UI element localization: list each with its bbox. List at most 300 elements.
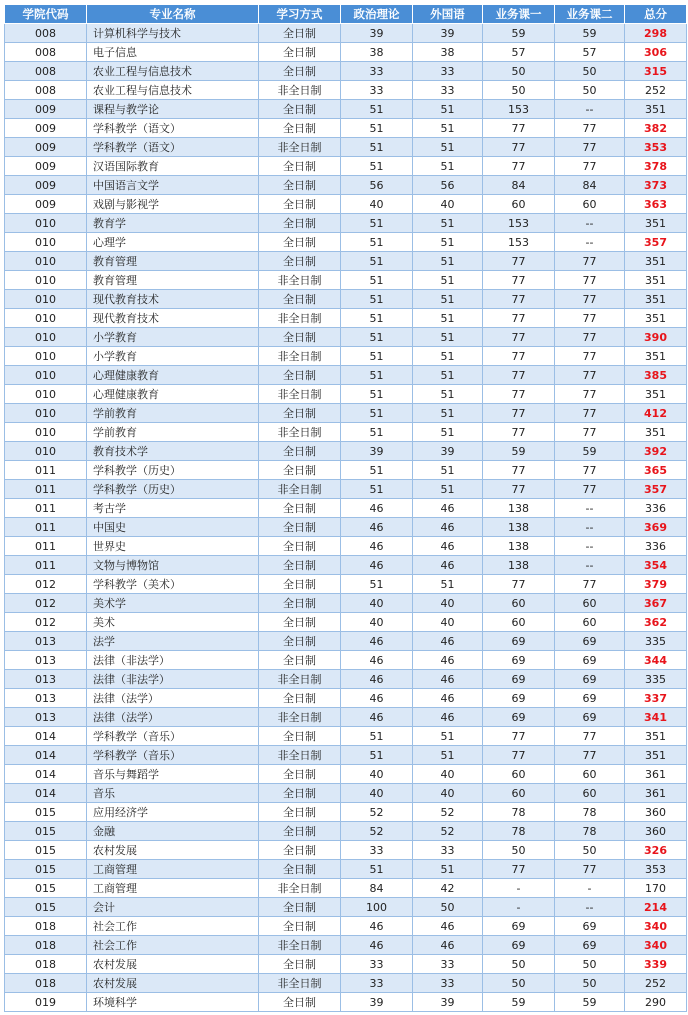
cell-politics: 51 xyxy=(341,290,413,309)
cell-study-mode: 全日制 xyxy=(259,537,341,556)
cell-total: 361 xyxy=(625,765,687,784)
cell-politics: 51 xyxy=(341,404,413,423)
table-row xyxy=(5,100,687,119)
header-total: 总分 xyxy=(625,5,687,24)
cell-course-one: 69 xyxy=(483,936,555,955)
cell-politics: 51 xyxy=(341,746,413,765)
table-row xyxy=(5,252,687,271)
table-row xyxy=(5,822,687,841)
cell-total: 351 xyxy=(625,271,687,290)
cell-foreign-language: 51 xyxy=(413,366,483,385)
header-course-two: 业务课二 xyxy=(555,5,625,24)
cell-course-one: 69 xyxy=(483,670,555,689)
cell-study-mode: 全日制 xyxy=(259,442,341,461)
cell-major-name: 学科教学（音乐） xyxy=(87,746,259,765)
cell-total: 351 xyxy=(625,727,687,746)
cell-foreign-language: 33 xyxy=(413,81,483,100)
cell-course-two: 77 xyxy=(555,746,625,765)
cell-total: 385 xyxy=(625,366,687,385)
cell-study-mode: 全日制 xyxy=(259,252,341,271)
cell-course-one: 77 xyxy=(483,860,555,879)
cell-politics: 40 xyxy=(341,765,413,784)
cell-course-one: 77 xyxy=(483,746,555,765)
cell-study-mode: 全日制 xyxy=(259,841,341,860)
cell-major-name: 考古学 xyxy=(87,499,259,518)
cell-total: 367 xyxy=(625,594,687,613)
cell-study-mode: 非全日制 xyxy=(259,81,341,100)
cell-course-two: -- xyxy=(555,556,625,575)
header-course-one: 业务课一 xyxy=(483,5,555,24)
table-row xyxy=(5,176,687,195)
cell-major-name: 学前教育 xyxy=(87,423,259,442)
cell-study-mode: 全日制 xyxy=(259,290,341,309)
cell-study-mode: 全日制 xyxy=(259,727,341,746)
cell-course-two: 77 xyxy=(555,290,625,309)
cell-college-code: 015 xyxy=(5,860,87,879)
table-row xyxy=(5,518,687,537)
cell-total: 390 xyxy=(625,328,687,347)
cell-course-two: 77 xyxy=(555,252,625,271)
cell-study-mode: 全日制 xyxy=(259,803,341,822)
cell-total: 351 xyxy=(625,423,687,442)
cell-college-code: 009 xyxy=(5,176,87,195)
cell-course-one: 69 xyxy=(483,917,555,936)
cell-foreign-language: 40 xyxy=(413,613,483,632)
cell-college-code: 011 xyxy=(5,499,87,518)
cell-major-name: 心理健康教育 xyxy=(87,366,259,385)
cell-foreign-language: 51 xyxy=(413,252,483,271)
cell-course-two: - xyxy=(555,879,625,898)
cell-study-mode: 全日制 xyxy=(259,62,341,81)
cell-total: 357 xyxy=(625,480,687,499)
cell-course-one: 69 xyxy=(483,632,555,651)
cell-total: 335 xyxy=(625,670,687,689)
cell-total: 369 xyxy=(625,518,687,537)
cell-major-name: 学科教学（音乐） xyxy=(87,727,259,746)
cell-major-name: 教育学 xyxy=(87,214,259,233)
cell-college-code: 009 xyxy=(5,195,87,214)
cell-total: 290 xyxy=(625,993,687,1012)
cell-foreign-language: 51 xyxy=(413,461,483,480)
cell-major-name: 计算机科学与技术 xyxy=(87,24,259,43)
table-row xyxy=(5,974,687,993)
cell-college-code: 011 xyxy=(5,556,87,575)
cell-politics: 39 xyxy=(341,993,413,1012)
table-row xyxy=(5,423,687,442)
cell-study-mode: 全日制 xyxy=(259,214,341,233)
cell-politics: 51 xyxy=(341,423,413,442)
table-row xyxy=(5,271,687,290)
cell-total: 363 xyxy=(625,195,687,214)
cell-foreign-language: 33 xyxy=(413,841,483,860)
cell-politics: 100 xyxy=(341,898,413,917)
cell-major-name: 小学教育 xyxy=(87,328,259,347)
cell-study-mode: 非全日制 xyxy=(259,271,341,290)
cell-course-one: 153 xyxy=(483,214,555,233)
cell-course-one: 60 xyxy=(483,195,555,214)
cell-college-code: 011 xyxy=(5,461,87,480)
cell-course-one: 77 xyxy=(483,309,555,328)
cell-foreign-language: 46 xyxy=(413,632,483,651)
cell-study-mode: 全日制 xyxy=(259,860,341,879)
cell-politics: 40 xyxy=(341,195,413,214)
cell-course-two: 77 xyxy=(555,385,625,404)
table-row xyxy=(5,556,687,575)
cell-politics: 51 xyxy=(341,347,413,366)
cell-study-mode: 非全日制 xyxy=(259,746,341,765)
cell-college-code: 015 xyxy=(5,841,87,860)
cell-politics: 51 xyxy=(341,138,413,157)
cell-foreign-language: 51 xyxy=(413,233,483,252)
cell-foreign-language: 51 xyxy=(413,746,483,765)
cell-politics: 51 xyxy=(341,328,413,347)
cell-course-two: 50 xyxy=(555,62,625,81)
cell-course-one: 60 xyxy=(483,765,555,784)
cell-major-name: 教育技术学 xyxy=(87,442,259,461)
cell-college-code: 010 xyxy=(5,347,87,366)
cell-foreign-language: 40 xyxy=(413,784,483,803)
cell-college-code: 018 xyxy=(5,955,87,974)
cell-politics: 46 xyxy=(341,518,413,537)
cell-politics: 56 xyxy=(341,176,413,195)
table-row xyxy=(5,575,687,594)
cell-study-mode: 全日制 xyxy=(259,822,341,841)
cell-college-code: 013 xyxy=(5,632,87,651)
cell-total: 353 xyxy=(625,860,687,879)
cell-study-mode: 全日制 xyxy=(259,176,341,195)
cell-politics: 51 xyxy=(341,271,413,290)
cell-course-one: 77 xyxy=(483,347,555,366)
cell-foreign-language: 51 xyxy=(413,138,483,157)
cell-study-mode: 非全日制 xyxy=(259,385,341,404)
cell-foreign-language: 46 xyxy=(413,518,483,537)
cell-study-mode: 全日制 xyxy=(259,366,341,385)
table-row xyxy=(5,366,687,385)
cell-total: 412 xyxy=(625,404,687,423)
cell-foreign-language: 46 xyxy=(413,556,483,575)
cell-politics: 46 xyxy=(341,708,413,727)
cell-course-one: 59 xyxy=(483,442,555,461)
cell-foreign-language: 46 xyxy=(413,917,483,936)
cell-major-name: 音乐 xyxy=(87,784,259,803)
cell-college-code: 008 xyxy=(5,81,87,100)
cell-course-one: 57 xyxy=(483,43,555,62)
cell-course-one: 50 xyxy=(483,62,555,81)
cell-politics: 40 xyxy=(341,613,413,632)
cell-total: 351 xyxy=(625,290,687,309)
table-row xyxy=(5,955,687,974)
cell-college-code: 010 xyxy=(5,252,87,271)
cell-course-two: 77 xyxy=(555,138,625,157)
cell-course-two: 69 xyxy=(555,632,625,651)
cell-politics: 38 xyxy=(341,43,413,62)
cell-college-code: 015 xyxy=(5,803,87,822)
header-major-name: 专业名称 xyxy=(87,5,259,24)
cell-course-two: 77 xyxy=(555,404,625,423)
cell-major-name: 农业工程与信息技术 xyxy=(87,62,259,81)
cell-major-name: 课程与教学论 xyxy=(87,100,259,119)
cell-foreign-language: 46 xyxy=(413,708,483,727)
cell-course-one: 60 xyxy=(483,613,555,632)
cell-study-mode: 非全日制 xyxy=(259,423,341,442)
cell-foreign-language: 33 xyxy=(413,974,483,993)
cell-course-two: 60 xyxy=(555,765,625,784)
cell-study-mode: 非全日制 xyxy=(259,309,341,328)
cell-course-two: 69 xyxy=(555,917,625,936)
cell-politics: 46 xyxy=(341,556,413,575)
cell-total: 252 xyxy=(625,974,687,993)
cell-college-code: 012 xyxy=(5,613,87,632)
cell-course-two: 60 xyxy=(555,784,625,803)
cell-course-one: 50 xyxy=(483,841,555,860)
cell-study-mode: 全日制 xyxy=(259,765,341,784)
table-row xyxy=(5,613,687,632)
cell-major-name: 美术 xyxy=(87,613,259,632)
cell-study-mode: 全日制 xyxy=(259,594,341,613)
cell-total: 336 xyxy=(625,537,687,556)
cell-total: 351 xyxy=(625,309,687,328)
cell-college-code: 014 xyxy=(5,727,87,746)
cell-course-two: -- xyxy=(555,100,625,119)
cell-course-two: 77 xyxy=(555,328,625,347)
cell-study-mode: 全日制 xyxy=(259,898,341,917)
table-row xyxy=(5,917,687,936)
cell-study-mode: 非全日制 xyxy=(259,708,341,727)
cell-major-name: 农村发展 xyxy=(87,841,259,860)
cell-study-mode: 非全日制 xyxy=(259,936,341,955)
cell-college-code: 010 xyxy=(5,366,87,385)
cell-study-mode: 全日制 xyxy=(259,651,341,670)
cell-major-name: 中国史 xyxy=(87,518,259,537)
cell-major-name: 农村发展 xyxy=(87,974,259,993)
cell-foreign-language: 51 xyxy=(413,347,483,366)
cell-study-mode: 非全日制 xyxy=(259,879,341,898)
cell-total: 373 xyxy=(625,176,687,195)
cell-course-one: 69 xyxy=(483,651,555,670)
cell-college-code: 010 xyxy=(5,442,87,461)
cell-total: 341 xyxy=(625,708,687,727)
cell-foreign-language: 51 xyxy=(413,480,483,499)
table-row xyxy=(5,214,687,233)
table-row xyxy=(5,727,687,746)
table-row xyxy=(5,461,687,480)
cell-study-mode: 全日制 xyxy=(259,955,341,974)
cell-politics: 51 xyxy=(341,119,413,138)
cell-major-name: 法律（法学） xyxy=(87,689,259,708)
cell-major-name: 电子信息 xyxy=(87,43,259,62)
cell-major-name: 工商管理 xyxy=(87,860,259,879)
cell-course-one: 50 xyxy=(483,955,555,974)
cell-politics: 46 xyxy=(341,670,413,689)
cell-politics: 51 xyxy=(341,214,413,233)
cell-major-name: 小学教育 xyxy=(87,347,259,366)
table-row xyxy=(5,24,687,43)
cell-course-one: 69 xyxy=(483,689,555,708)
cell-major-name: 美术学 xyxy=(87,594,259,613)
cell-course-two: 78 xyxy=(555,822,625,841)
table-row xyxy=(5,651,687,670)
cell-course-two: 69 xyxy=(555,689,625,708)
cell-course-two: 50 xyxy=(555,974,625,993)
cell-politics: 51 xyxy=(341,233,413,252)
cell-foreign-language: 33 xyxy=(413,955,483,974)
cell-study-mode: 全日制 xyxy=(259,499,341,518)
cell-politics: 33 xyxy=(341,81,413,100)
cell-college-code: 009 xyxy=(5,157,87,176)
cell-total: 365 xyxy=(625,461,687,480)
cell-foreign-language: 46 xyxy=(413,936,483,955)
cell-college-code: 009 xyxy=(5,119,87,138)
cell-total: 351 xyxy=(625,214,687,233)
cell-major-name: 中国语言文学 xyxy=(87,176,259,195)
cell-politics: 51 xyxy=(341,860,413,879)
cell-college-code: 010 xyxy=(5,328,87,347)
table-row xyxy=(5,81,687,100)
cell-college-code: 015 xyxy=(5,898,87,917)
cell-politics: 46 xyxy=(341,632,413,651)
table-row xyxy=(5,290,687,309)
table-row xyxy=(5,195,687,214)
cell-politics: 33 xyxy=(341,841,413,860)
table-row xyxy=(5,43,687,62)
cell-course-one: 60 xyxy=(483,784,555,803)
table-row xyxy=(5,689,687,708)
cell-study-mode: 非全日制 xyxy=(259,480,341,499)
cell-politics: 33 xyxy=(341,974,413,993)
cell-politics: 51 xyxy=(341,461,413,480)
table-row xyxy=(5,404,687,423)
cell-study-mode: 全日制 xyxy=(259,195,341,214)
cell-course-two: 69 xyxy=(555,708,625,727)
cell-total: 351 xyxy=(625,746,687,765)
cell-total: 306 xyxy=(625,43,687,62)
cell-course-two: 59 xyxy=(555,993,625,1012)
cell-course-two: -- xyxy=(555,499,625,518)
cell-major-name: 环境科学 xyxy=(87,993,259,1012)
cell-study-mode: 全日制 xyxy=(259,518,341,537)
cell-course-one: 77 xyxy=(483,119,555,138)
cell-foreign-language: 39 xyxy=(413,442,483,461)
cell-study-mode: 全日制 xyxy=(259,784,341,803)
cell-total: 351 xyxy=(625,347,687,366)
cell-foreign-language: 40 xyxy=(413,765,483,784)
cell-course-two: -- xyxy=(555,537,625,556)
cell-course-one: 153 xyxy=(483,233,555,252)
cell-foreign-language: 40 xyxy=(413,594,483,613)
cell-course-two: 60 xyxy=(555,613,625,632)
cell-politics: 46 xyxy=(341,917,413,936)
cell-study-mode: 全日制 xyxy=(259,119,341,138)
cell-college-code: 008 xyxy=(5,24,87,43)
cell-college-code: 013 xyxy=(5,651,87,670)
cell-major-name: 法学 xyxy=(87,632,259,651)
cell-college-code: 014 xyxy=(5,746,87,765)
cell-college-code: 015 xyxy=(5,879,87,898)
cell-course-two: 78 xyxy=(555,803,625,822)
cell-college-code: 010 xyxy=(5,290,87,309)
cell-college-code: 010 xyxy=(5,423,87,442)
cell-study-mode: 非全日制 xyxy=(259,347,341,366)
cell-politics: 51 xyxy=(341,385,413,404)
cell-major-name: 农业工程与信息技术 xyxy=(87,81,259,100)
cell-major-name: 会计 xyxy=(87,898,259,917)
cell-college-code: 010 xyxy=(5,404,87,423)
cell-total: 336 xyxy=(625,499,687,518)
cell-course-two: 77 xyxy=(555,480,625,499)
cell-course-one: 77 xyxy=(483,157,555,176)
cell-course-one: 59 xyxy=(483,993,555,1012)
cell-foreign-language: 42 xyxy=(413,879,483,898)
cell-college-code: 010 xyxy=(5,309,87,328)
cell-course-one: 77 xyxy=(483,404,555,423)
cell-course-two: 50 xyxy=(555,81,625,100)
cell-course-two: 77 xyxy=(555,461,625,480)
table-row xyxy=(5,594,687,613)
cell-course-two: 77 xyxy=(555,157,625,176)
cell-course-one: 77 xyxy=(483,290,555,309)
cell-course-one: 60 xyxy=(483,594,555,613)
cell-course-one: 77 xyxy=(483,138,555,157)
cell-total: 340 xyxy=(625,936,687,955)
cell-course-two: 77 xyxy=(555,366,625,385)
cell-study-mode: 全日制 xyxy=(259,100,341,119)
cell-course-one: 77 xyxy=(483,575,555,594)
cell-course-one: 84 xyxy=(483,176,555,195)
cell-major-name: 金融 xyxy=(87,822,259,841)
cell-course-one: 77 xyxy=(483,252,555,271)
cell-course-one: 59 xyxy=(483,24,555,43)
cell-course-one: - xyxy=(483,879,555,898)
cell-foreign-language: 51 xyxy=(413,328,483,347)
cell-course-two: 77 xyxy=(555,860,625,879)
header-politics: 政治理论 xyxy=(341,5,413,24)
cell-foreign-language: 46 xyxy=(413,537,483,556)
cell-course-two: 77 xyxy=(555,423,625,442)
cell-course-two: 60 xyxy=(555,594,625,613)
cell-total: 360 xyxy=(625,803,687,822)
cell-politics: 84 xyxy=(341,879,413,898)
cell-major-name: 教育管理 xyxy=(87,252,259,271)
cell-major-name: 学科教学（语文） xyxy=(87,138,259,157)
table-row xyxy=(5,309,687,328)
cell-college-code: 015 xyxy=(5,822,87,841)
cell-politics: 52 xyxy=(341,822,413,841)
cell-politics: 39 xyxy=(341,442,413,461)
cell-course-two: 57 xyxy=(555,43,625,62)
cell-total: 337 xyxy=(625,689,687,708)
cell-college-code: 018 xyxy=(5,936,87,955)
table-row xyxy=(5,936,687,955)
cell-course-one: 138 xyxy=(483,499,555,518)
table-row xyxy=(5,765,687,784)
cell-foreign-language: 51 xyxy=(413,214,483,233)
score-table xyxy=(4,4,687,1012)
table-row xyxy=(5,480,687,499)
cell-course-one: 77 xyxy=(483,271,555,290)
cell-study-mode: 非全日制 xyxy=(259,974,341,993)
table-row xyxy=(5,670,687,689)
cell-foreign-language: 51 xyxy=(413,404,483,423)
cell-foreign-language: 50 xyxy=(413,898,483,917)
cell-study-mode: 全日制 xyxy=(259,689,341,708)
cell-major-name: 法律（法学） xyxy=(87,708,259,727)
cell-college-code: 019 xyxy=(5,993,87,1012)
cell-foreign-language: 52 xyxy=(413,822,483,841)
cell-major-name: 法律（非法学） xyxy=(87,651,259,670)
cell-course-one: 138 xyxy=(483,537,555,556)
cell-foreign-language: 52 xyxy=(413,803,483,822)
cell-college-code: 009 xyxy=(5,100,87,119)
